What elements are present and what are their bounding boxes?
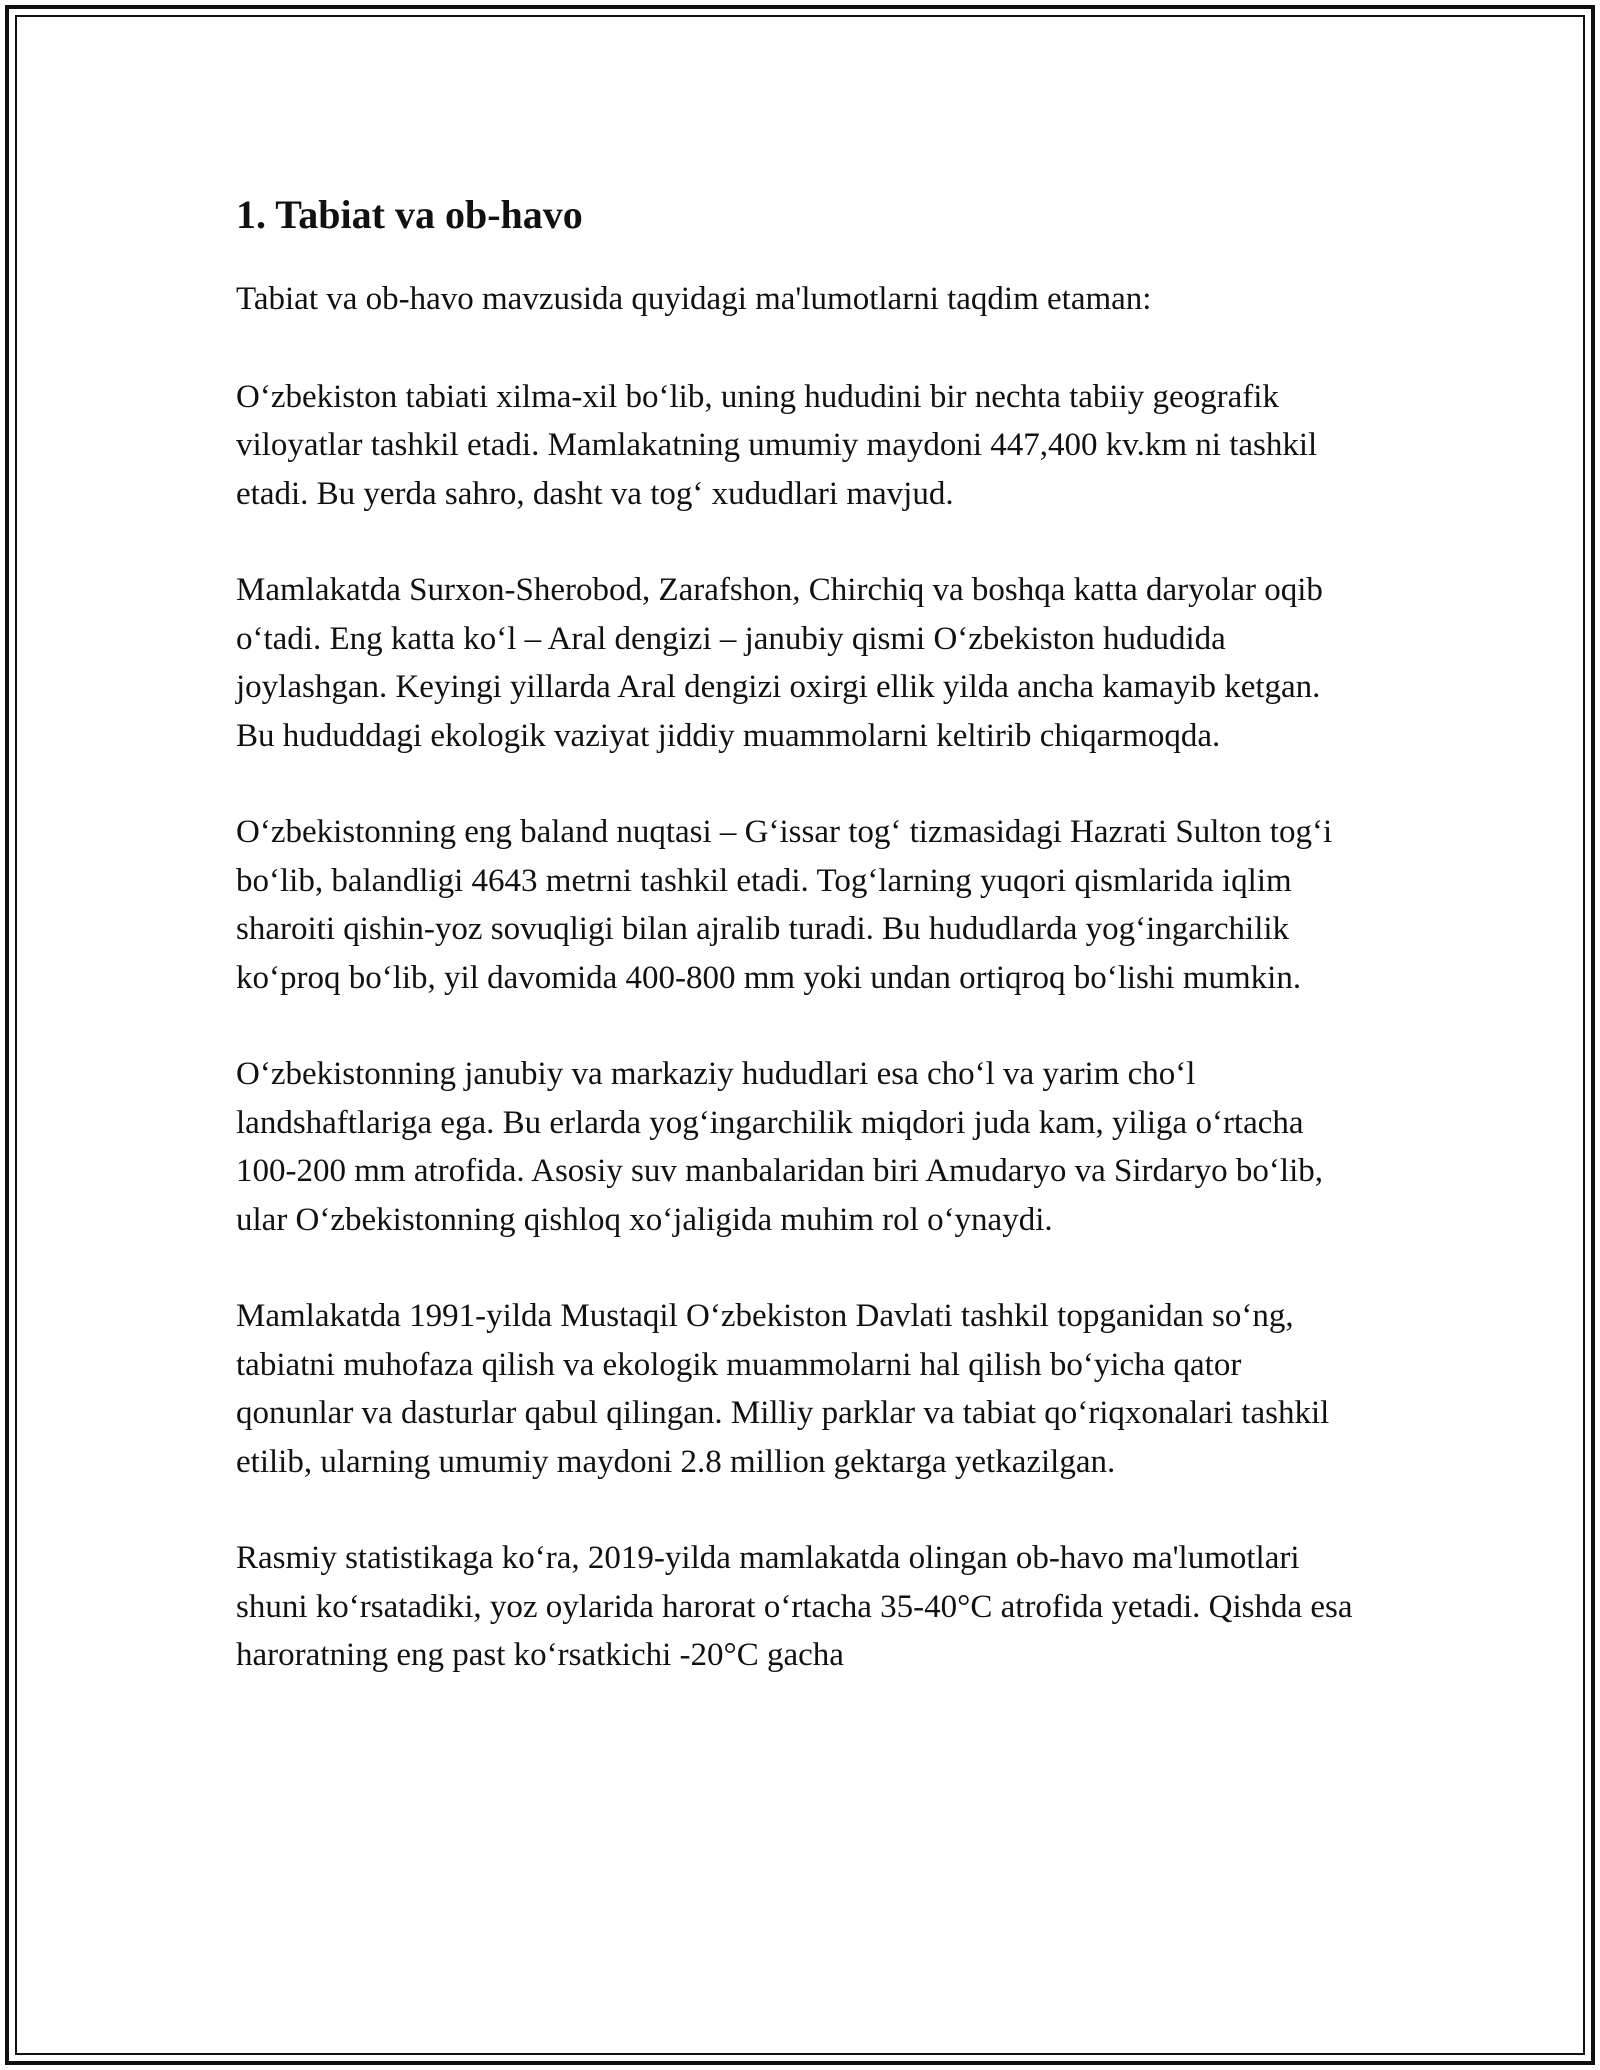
section-heading: 1. Tabiat va ob-havo	[236, 192, 583, 237]
paragraph-protection: Mamlakatda 1991-yilda Mustaqil O‘zbekiston Davlati tashkil topganidan so‘ng, tabiatni muhofaza qilish va ekologik muammolarni hal qilish bo‘yicha qator qonunlar va dasturlar qabul qilingan. Milliy parklar va tabiat qo‘riqxonalari tashkil etilib, ularning umumiy maydoni 2.8 million gektarga yetkazilgan.	[236, 1298, 1330, 1480]
paragraph-statistics: Rasmiy statistikaga ko‘ra, 2019-yilda mamlakatda olingan ob-havo ma'lumotlari shuni ko‘rsatadiki, yoz oylarida harorat o‘rtacha 35-40°C atrofida yetadi. Qishda esa haroratning eng past ko‘rsatkichi -20°C gacha	[236, 1540, 1353, 1673]
paragraph-rivers: Mamlakatda Surxon-Sherobod, Zarafshon, Chirchiq va boshqa katta daryolar oqib o‘tadi. Eng katta ko‘l – Aral dengizi – janubiy qismi O‘zbekiston hududida joylashgan. Keyingi yillarda Aral dengizi oxirgi ellik yilda ancha kamayib ketgan. Bu hududdagi ekologik vaziyat jiddiy muammolarni keltirib chiqarmoqda.	[236, 572, 1323, 754]
paragraph-deserts: O‘zbekistonning janubiy va markaziy hududlari esa cho‘l va yarim cho‘l landshaftlariga ega. Bu erlarda yog‘ingarchilik miqdori juda kam, yiliga o‘rtacha 100-200 mm atrofida. Asosiy suv manbalaridan biri Amudaryo va Sirdaryo bo‘lib, ular O‘zbekistonning qishloq xo‘jaligida muhim rol o‘ynaydi.	[236, 1056, 1323, 1238]
paragraph-geography: O‘zbekiston tabiati xilma-xil bo‘lib, uning hududini bir nechta tabiiy geografik viloyatlar tashkil etadi. Mamlakatning umumiy maydoni 447,400 kv.km ni tashkil etadi. Bu yerda sahro, dasht va tog‘ xududlari mavjud.	[236, 378, 1318, 512]
intro-paragraph: Tabiat va ob-havo mavzusida quyidagi ma'lumotlarni taqdim etaman:	[236, 281, 1152, 317]
paragraph-mountains: O‘zbekistonning eng baland nuqtasi – G‘issar tog‘ tizmasidagi Hazrati Sulton tog‘i bo‘lib, balandligi 4643 metrni tashkil etadi. Tog‘larning yuqori qismlarida iqlim sharoiti qishin-yoz sovuqligi bilan ajralib turadi. Bu hududlarda yog‘ingarchilik ko‘proq bo‘lib, yil davomida 400-800 mm yoki undan ortiqroq bo‘lishi mumkin.	[236, 814, 1333, 996]
document-body	[236, 185, 1366, 1680]
